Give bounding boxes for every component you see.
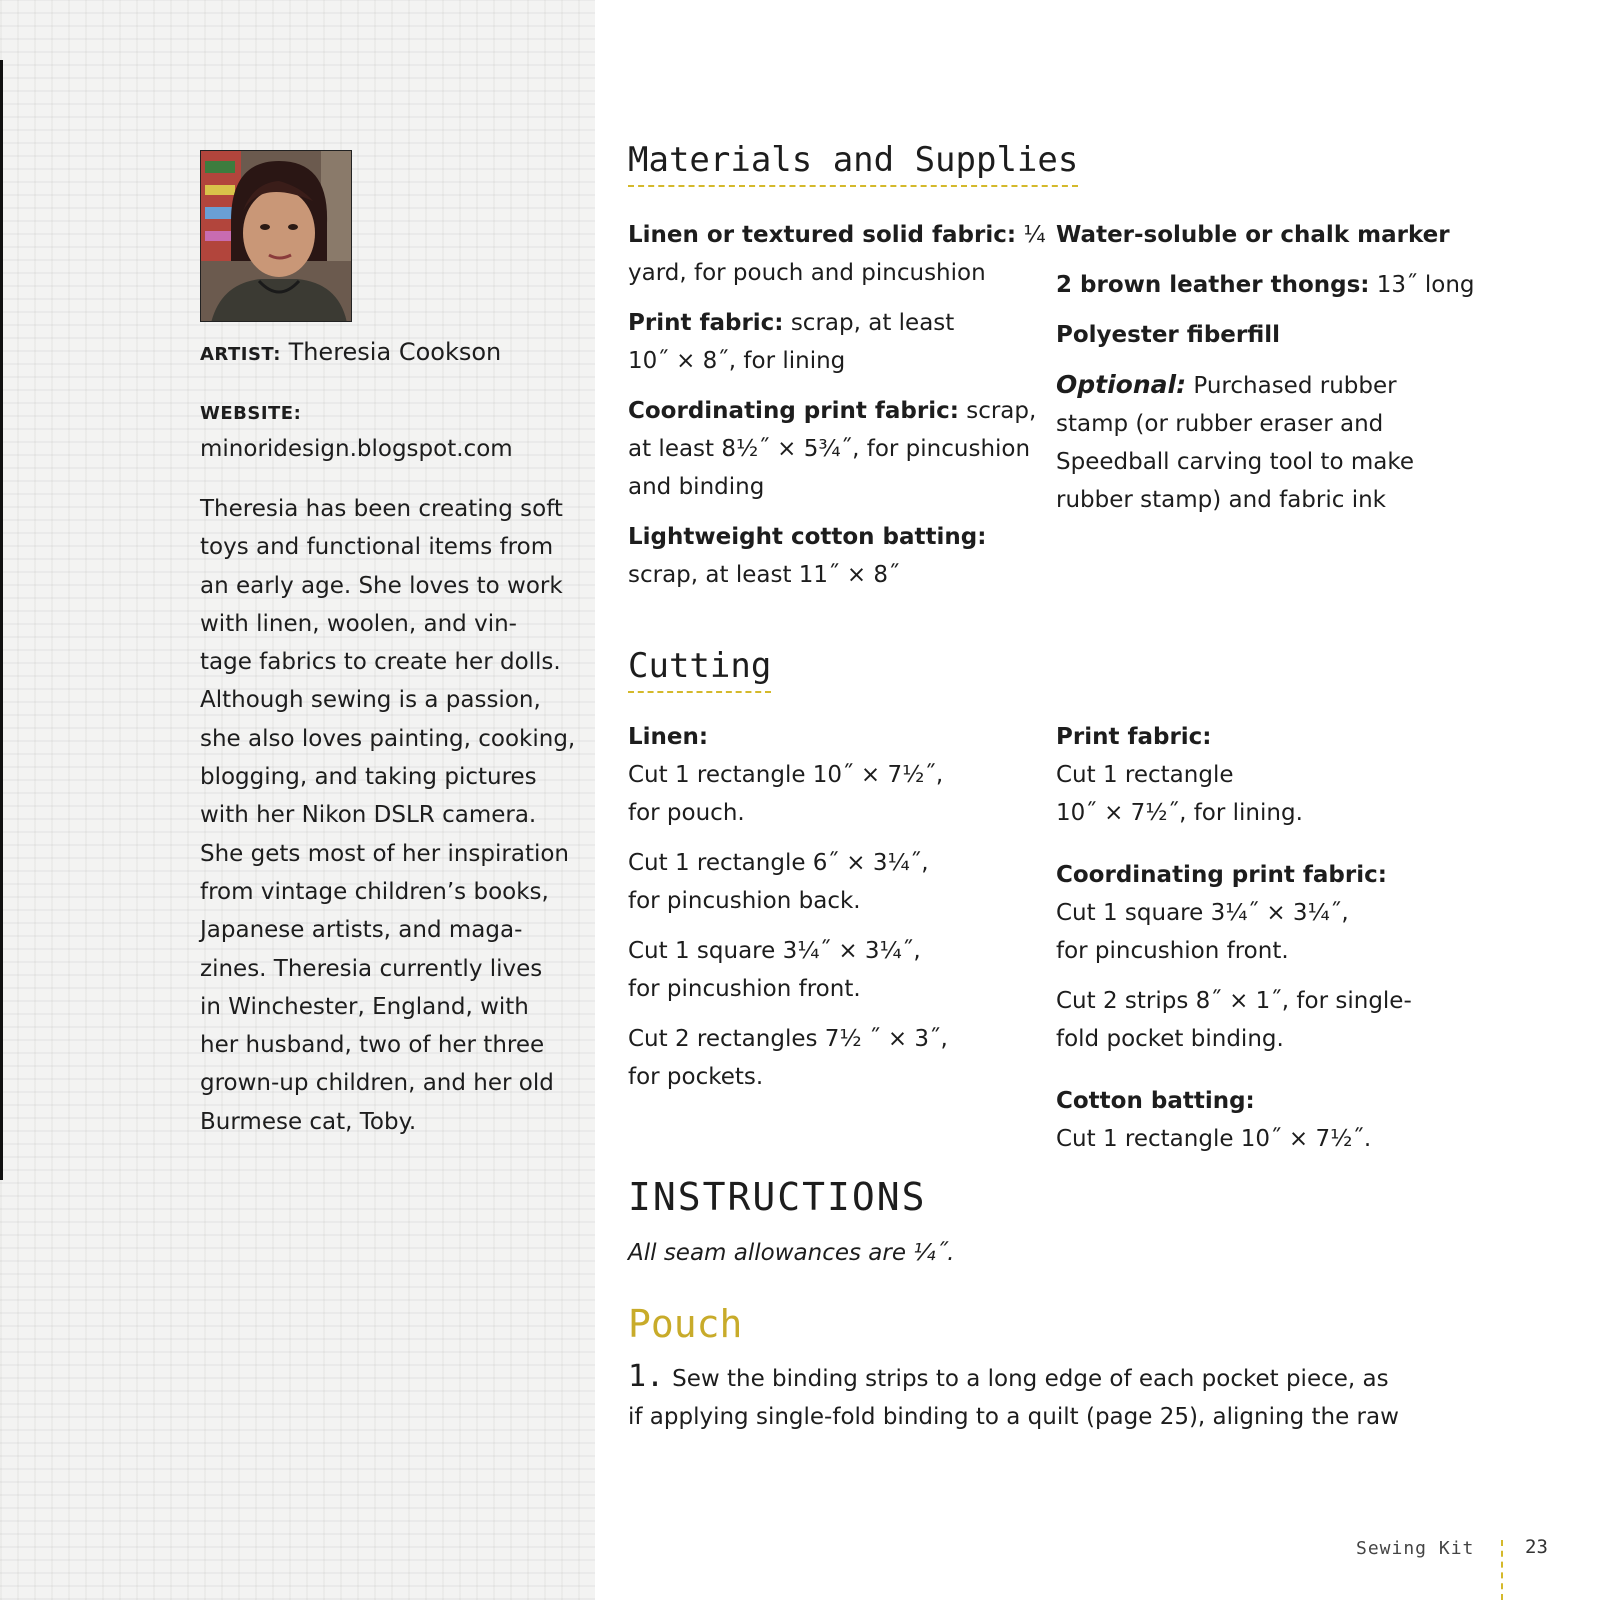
material-detail: 13˝ long [1369,272,1475,298]
material-detail: scrap, [958,398,1037,424]
cutting-item [628,932,1028,1008]
cutting-line: for pincushion front. [628,976,861,1002]
bio-line: in Winchester, England, with [200,993,529,1020]
material-name: Water-soluble or chalk marker [1056,222,1450,248]
optional-label: Optional: [1056,370,1187,399]
seam-allowance-note: All seam allowances are ¼˝. [628,1240,955,1266]
pouch-subheading: Pouch [628,1302,743,1346]
cutting-line: Cut 1 rectangle [1056,762,1234,788]
materials-heading: Materials and Supplies [628,142,1078,187]
optional-material [1056,366,1476,519]
material-name: Coordinating print fabric: [628,398,959,424]
material-detail: yard, for pouch and pincushion [628,260,986,286]
bio-line: grown-up children, and her old [200,1070,554,1097]
material-name: Lightweight cotton batting: [628,524,987,550]
bio-line: she also loves painting, cooking, [200,725,576,752]
website-label: WEBSITE: [200,403,302,424]
artist-portrait [200,150,352,322]
material-detail: scrap, at least [783,310,955,336]
cutting-item [628,756,1028,832]
bio-line: Although sewing is a passion, [200,687,541,714]
bio-line: an early age. She loves to work [200,572,563,599]
material-item [628,392,1037,506]
instruction-step [628,1358,1428,1436]
material-item [1056,266,1476,304]
bio-line: from vintage children’s books, [200,878,549,905]
cutting-label: Coordinating print fabric: [1056,862,1387,888]
cutting-line: Cut 1 square 3¼˝ × 3¼˝, [628,938,921,964]
material-detail: and binding [628,474,765,500]
material-item [1056,216,1476,254]
material-item [1056,316,1476,354]
page-number: 23 [1525,1536,1548,1558]
bio-line: zines. Theresia currently lives [200,955,543,982]
material-item [628,304,1028,380]
bio-line: Theresia has been creating soft [200,496,563,522]
material-item [628,518,1028,594]
cutting-line: for pockets. [628,1064,764,1090]
artist-credit [200,338,501,366]
optional-detail: Purchased rubber [1186,373,1397,399]
step-text: Sew the binding strips to a long edge of each pocket piece, as [672,1366,1389,1392]
cutting-item [1056,856,1476,970]
bio-line: with her Nikon DSLR camera. [200,802,537,829]
bio-line: Burmese cat, Toby. [200,1108,417,1135]
bio-line: toys and functional items from [200,534,554,561]
bio-line: blogging, and taking pictures [200,764,537,791]
cutting-item [1056,718,1476,832]
footer-divider [1501,1540,1503,1600]
bio-line: Japanese artists, and maga- [200,917,523,944]
material-name: Print fabric: [628,310,784,336]
optional-detail: stamp (or rubber eraser and [1056,411,1384,437]
cutting-label: Print fabric: [1056,724,1212,750]
cutting-item [628,844,1028,920]
bio-line: She gets most of her inspiration [200,840,570,867]
optional-detail: rubber stamp) and fabric ink [1056,487,1386,513]
website-url: minoridesign.blogspot.com [200,436,513,462]
cutting-right-column [1056,718,1476,1170]
bio-line: her husband, two of her three [200,1032,545,1059]
optional-detail: Speedball carving tool to make [1056,449,1414,475]
material-name: Polyester fiberfill [1056,322,1281,348]
cutting-line: 10˝ × 7½˝, for lining. [1056,800,1303,826]
material-detail: scrap, at least 11˝ × 8˝ [628,562,900,588]
cutting-left-column [628,718,1028,1108]
cutting-line: Cut 2 strips 8˝ × 1˝, for single- [1056,988,1412,1014]
material-name: Linen or textured solid fabric: [628,222,1017,248]
step-number: 1. [628,1359,665,1394]
material-detail: at least 8½˝ × 5¾˝, for pincushion [628,436,1031,462]
artist-bio [200,490,585,1141]
cutting-line: fold pocket binding. [1056,1026,1284,1052]
cutting-line: Cut 1 square 3¼˝ × 3¼˝, [1056,900,1349,926]
cutting-item [1056,1082,1476,1158]
cutting-line: Cut 1 rectangle 10˝ × 7½˝, [628,762,944,788]
bio-line: with linen, woolen, and vin- [200,610,517,637]
artist-name: Theresia Cookson [288,338,502,366]
bio-line: tage fabrics to create her dolls. [200,649,561,676]
cutting-label: Linen: [628,724,709,750]
page-edge-rule [0,60,3,1180]
cutting-line: for pincushion back. [628,888,861,914]
cutting-line: Cut 1 rectangle 6˝ × 3¼˝, [628,850,929,876]
cutting-label: Cotton batting: [1056,1088,1255,1114]
step-text: if applying single-fold binding to a quilt (page 25), aligning the raw [628,1404,1399,1430]
material-detail: 10˝ × 8˝, for lining [628,348,846,374]
cutting-heading: Cutting [628,648,771,693]
materials-left-column [628,216,1046,606]
materials-right-column [1056,216,1476,531]
instructions-heading: INSTRUCTIONS [628,1175,927,1219]
material-detail: ¼ [1016,222,1046,248]
material-name: 2 brown leather thongs: [1056,272,1370,298]
cutting-item [628,1020,1028,1096]
cutting-line: Cut 1 rectangle 10˝ × 7½˝. [1056,1126,1372,1152]
cutting-line: Cut 2 rectangles 7½ ˝ × 3˝, [628,1026,948,1052]
artist-label: ARTIST: [200,344,281,365]
cutting-line: for pincushion front. [1056,938,1289,964]
material-item [628,216,1046,292]
cutting-line: for pouch. [628,800,745,826]
running-footer-title: Sewing Kit [1356,1538,1475,1559]
cutting-item [1056,982,1476,1058]
